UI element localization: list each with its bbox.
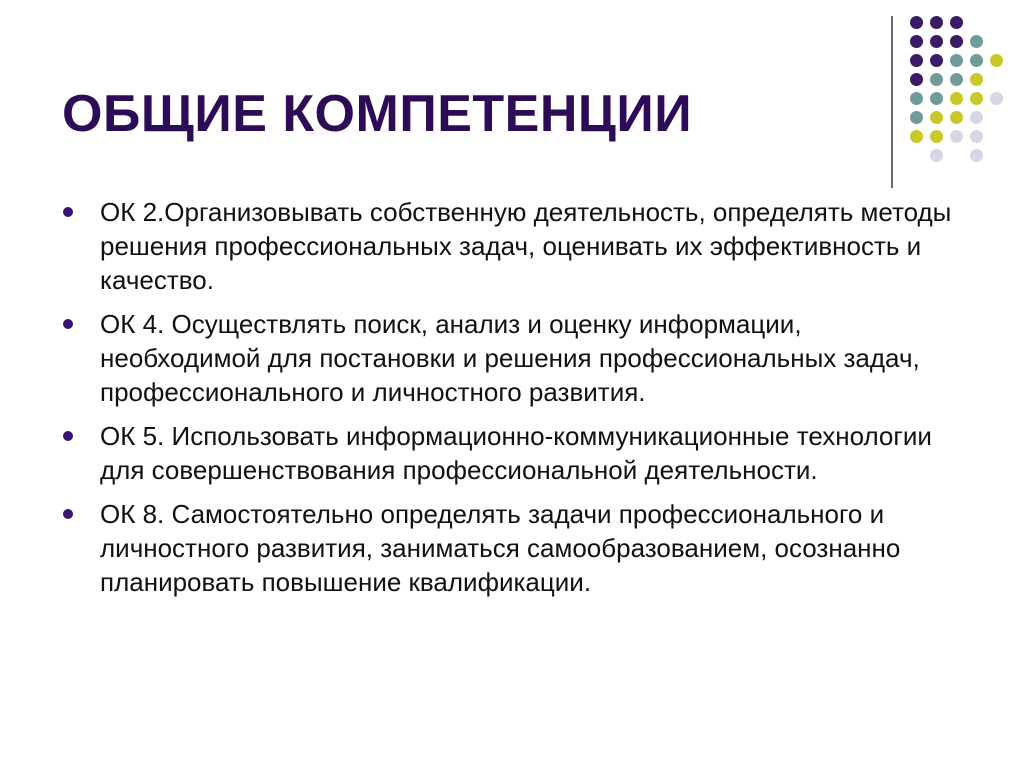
decor-dot [910,111,923,124]
list-item [60,195,960,297]
decor-dot [950,73,963,86]
decor-dot [930,16,943,29]
competency-list [60,195,960,609]
decor-dot [970,35,983,48]
decor-dot [950,35,963,48]
decor-dot [950,111,963,124]
decor-dot [990,54,1003,67]
decor-dot [950,16,963,29]
decor-dot [950,54,963,67]
decor-dot [970,92,983,105]
decor-dot [970,111,983,124]
decor-dot [970,130,983,143]
list-item-text: ОК 5. Использовать информационно-коммуникационные технологии для совершенствования профессиональной деятельности. [100,421,932,485]
list-item-text: ОК 8. Самостоятельно определять задачи профессионального и личностного развития, заниматься самообразованием, осознанно планировать повышение квалификации. [100,499,901,597]
decor-dot [910,73,923,86]
decor-dot [930,54,943,67]
decor-dot [930,35,943,48]
decor-dot [950,130,963,143]
decor-dot [910,16,923,29]
decor-dot [910,130,923,143]
title-divider [891,16,893,188]
decor-dot [930,149,943,162]
bullet-dot-icon [63,319,73,329]
bullet-dot-icon [63,509,73,519]
bullet-dot-icon [63,431,73,441]
bullet-dot-icon [63,207,73,217]
list-item [60,419,960,487]
decor-dot [970,73,983,86]
decor-dot [930,92,943,105]
list-item-text: ОК 2.Организовывать собственную деятельность, определять методы решения профессиональных задач, оценивать их эффективность и качество. [100,197,952,295]
decor-dot [910,35,923,48]
list-item [60,497,960,599]
list-item [60,307,960,409]
decor-dot [930,130,943,143]
decor-dot [950,92,963,105]
decor-dot [930,111,943,124]
list-item-text: ОК 4. Осуществлять поиск, анализ и оценку информации, необходимой для постановки и решения профессиональных задач, профессионального и личностного развития. [100,309,920,407]
decor-dot [990,92,1003,105]
decor-dot [910,54,923,67]
decor-dot [970,149,983,162]
decor-dot [970,54,983,67]
decor-dot [930,73,943,86]
decorative-dot-grid [905,16,1005,166]
decor-dot [910,92,923,105]
slide-title: ОБЩИЕ КОМПЕТЕНЦИИ [62,85,693,143]
